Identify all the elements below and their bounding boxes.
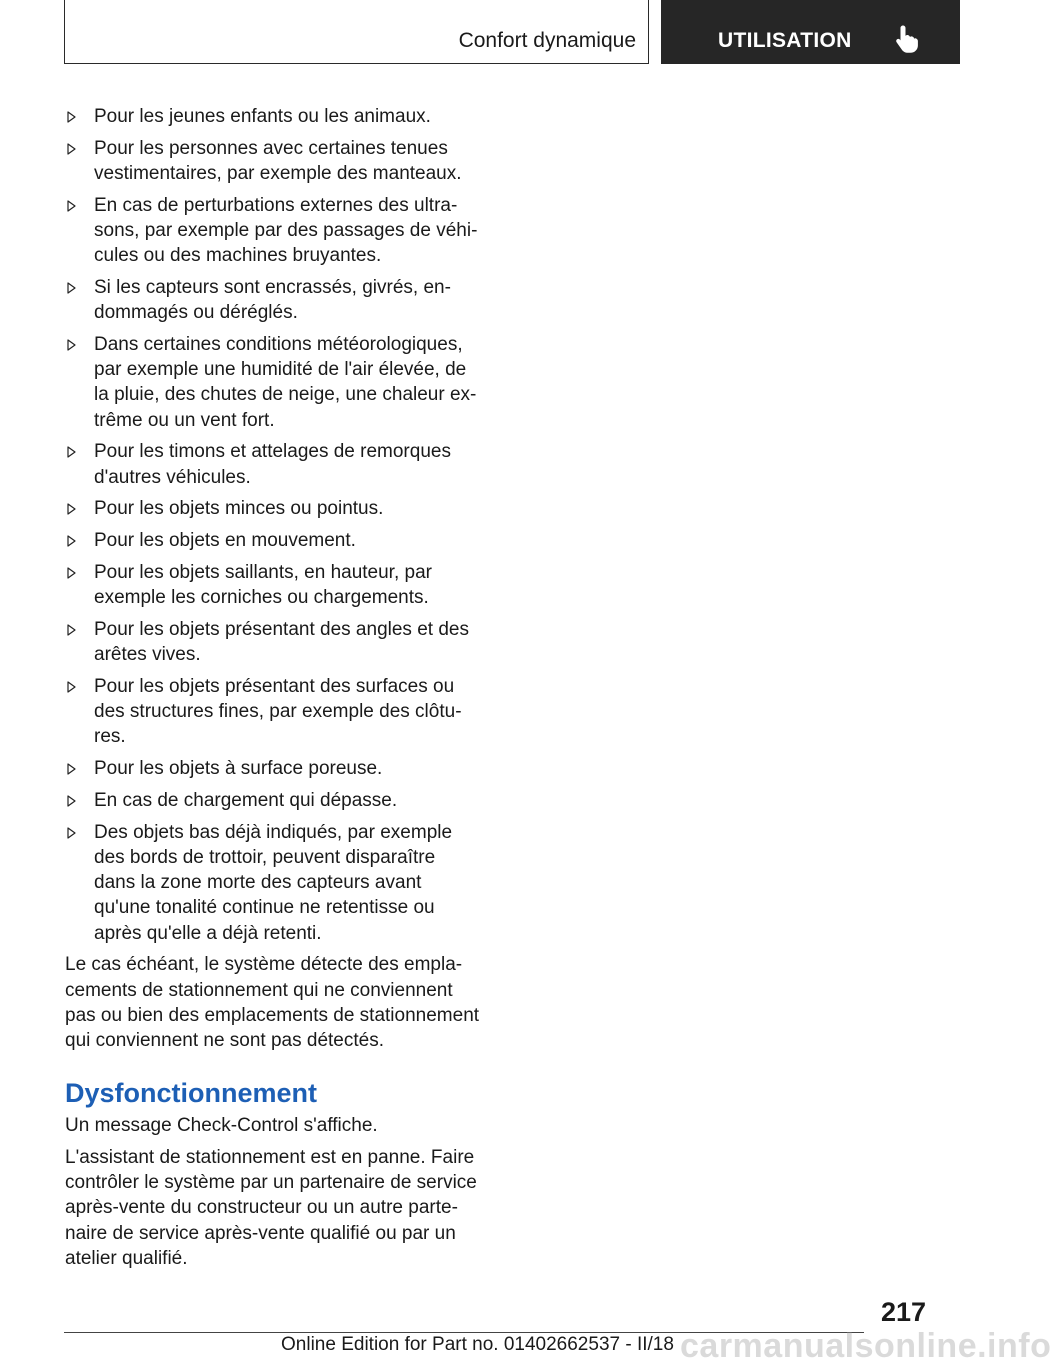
limitations-list xyxy=(65,104,480,946)
triangle-bullet-icon xyxy=(67,282,76,294)
watermark-text: carmanualsonline.info xyxy=(680,1327,1051,1365)
list-item xyxy=(65,674,480,750)
list-item xyxy=(65,193,480,269)
list-item-text: Pour les objets saillants, en hauteur, par exemple les corniches ou chargements. xyxy=(94,562,432,609)
triangle-bullet-icon xyxy=(67,624,76,636)
body-paragraph: Le cas échéant, le système détecte des emplacements de stationnement qui ne conviennent pas ou bien des emplacements de stationnement qui conviennent ne sont pas détectés. xyxy=(65,954,480,1052)
triangle-bullet-icon xyxy=(67,567,76,579)
list-item xyxy=(65,756,480,781)
page-content xyxy=(65,104,480,1278)
header-section-box xyxy=(64,0,649,64)
list-item-text: En cas de perturbations externes des ultrasons, par exemple par des passages de véhicules ou des machines bruyantes. xyxy=(94,194,478,267)
list-item xyxy=(65,439,480,489)
triangle-bullet-icon xyxy=(67,446,76,458)
header-chapter-title: UTILISATION xyxy=(718,29,852,52)
list-item-text: Pour les objets présentant des angles et des arêtes vives. xyxy=(94,619,469,666)
header-section-title: Confort dynamique xyxy=(458,29,636,52)
triangle-bullet-icon xyxy=(67,339,76,351)
triangle-bullet-icon xyxy=(67,681,76,693)
body-paragraph: Un message Check-Control s'affiche. xyxy=(65,1115,378,1137)
section-heading: Dysfonctionnement xyxy=(65,1078,318,1109)
list-item xyxy=(65,104,480,129)
page-number: 217 xyxy=(880,1297,926,1327)
list-item xyxy=(65,528,480,553)
list-item-text: Dans certaines conditions météorologiques, par exemple une humidité de l'air élevée, de la pluie, des chutes de neige, une chaleur extrême ou un vent fort. xyxy=(94,334,477,431)
triangle-bullet-icon xyxy=(67,535,76,547)
list-item-text: En cas de chargement qui dépasse. xyxy=(94,790,398,811)
list-item-text: Pour les jeunes enfants ou les animaux. xyxy=(94,106,431,127)
list-item-text: Pour les objets en mouvement. xyxy=(94,530,356,552)
list-item-text: Pour les objets à surface poreuse. xyxy=(94,758,383,780)
list-item xyxy=(65,275,480,325)
header-chapter-box xyxy=(661,0,960,64)
list-item xyxy=(65,496,480,521)
list-item-text: Pour les timons et attelages de remorques d'autres véhicules. xyxy=(94,441,451,488)
list-item-text: Des objets bas déjà indiqués, par exemple des bords de trottoir, peuvent disparaître dans la zone morte des capteurs avant qu'une tonalité continue ne retentisse ou après qu'elle a déjà retenti. xyxy=(94,821,453,944)
triangle-bullet-icon xyxy=(67,795,76,807)
list-item xyxy=(65,788,480,813)
list-item xyxy=(65,560,480,610)
triangle-bullet-icon xyxy=(67,143,76,155)
list-item-text: Pour les personnes avec certaines tenues vestimentaires, par exemple des manteaux. xyxy=(94,137,462,184)
list-item xyxy=(65,332,480,433)
triangle-bullet-icon xyxy=(67,200,76,212)
list-item xyxy=(65,820,480,946)
list-item xyxy=(65,617,480,667)
pointing-hand-icon xyxy=(894,24,920,54)
triangle-bullet-icon xyxy=(67,763,76,775)
body-paragraph: L'assistant de stationnement est en panne. Faire contrôler le système par un partenaire de service après-vente du constructeur ou un autre partenaire de service après-vente qualifié ou par un atelier qualifié. xyxy=(65,1147,477,1269)
list-item xyxy=(65,136,480,186)
triangle-bullet-icon xyxy=(67,827,76,839)
triangle-bullet-icon xyxy=(67,111,76,123)
footer-edition-text: Online Edition for Part no. 01402662537 - II/18 xyxy=(281,1334,674,1355)
list-item-text: Si les capteurs sont encrassés, givrés, endommagés ou déréglés. xyxy=(94,277,451,324)
triangle-bullet-icon xyxy=(67,503,76,515)
list-item-text: Pour les objets minces ou pointus. xyxy=(94,498,384,520)
list-item-text: Pour les objets présentant des surfaces ou des structures fines, par exemple des clôtures. xyxy=(94,676,462,748)
